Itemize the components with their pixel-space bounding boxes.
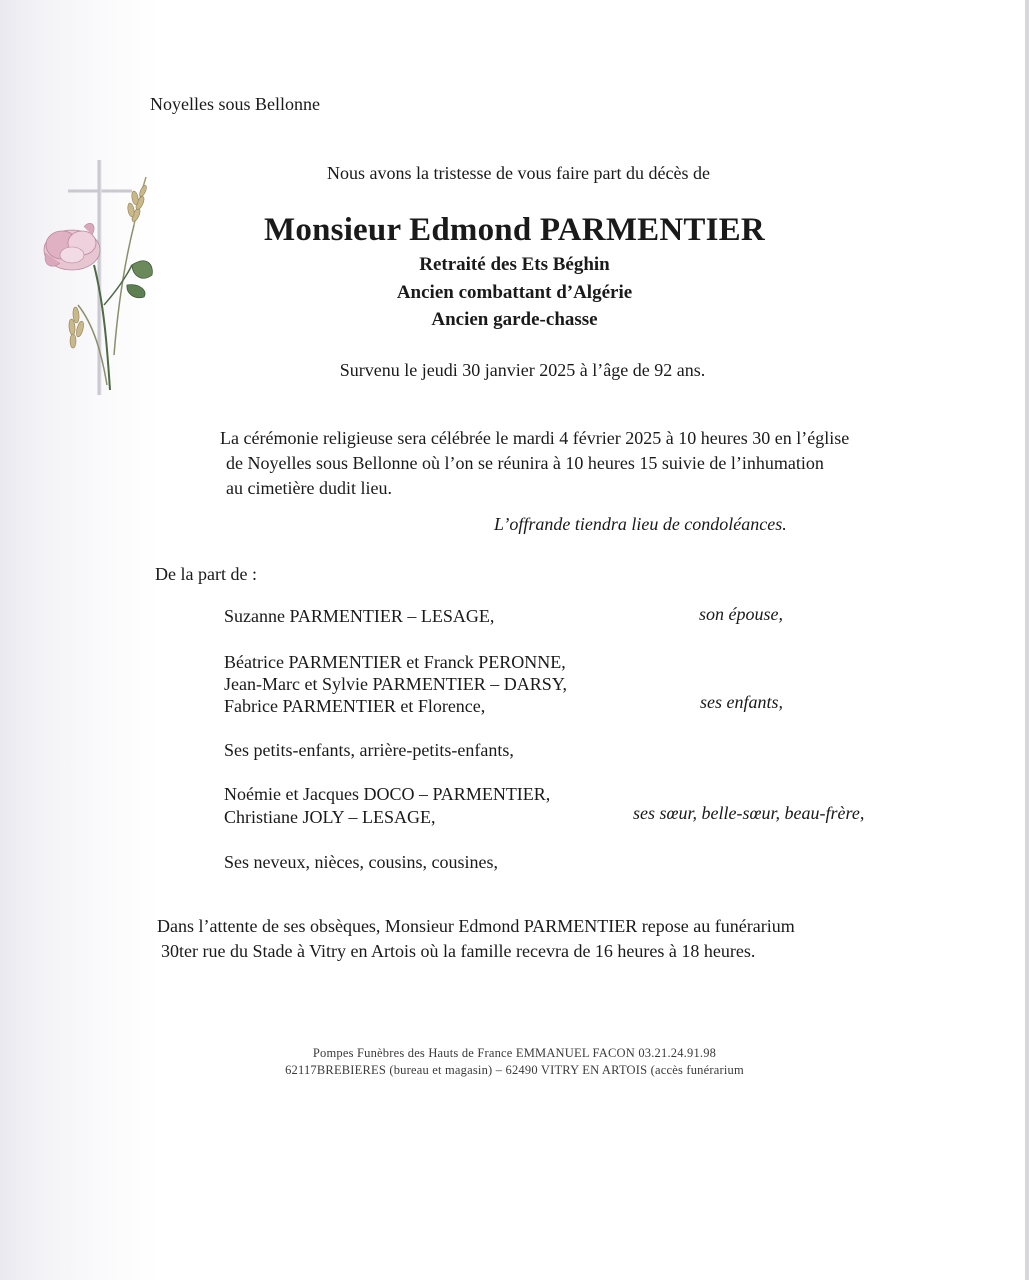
family-line: Béatrice PARMENTIER et Franck PERONNE,	[224, 652, 566, 672]
ceremony-paragraph	[220, 426, 920, 501]
family-relation: son épouse,	[699, 604, 783, 624]
family-line: Christiane JOLY – LESAGE,	[224, 807, 436, 827]
ceremony-line: La cérémonie religieuse sera célébrée le mardi 4 février 2025 à 10 heures 30 en l’église	[220, 428, 850, 448]
offrande-note: L’offrande tiendra lieu de condoléances.	[494, 514, 787, 534]
death-notice-text: Survenu le jeudi 30 janvier 2025 à l’âge de 92 ans.	[339, 360, 706, 380]
family-line: Fabrice PARMENTIER et Florence,	[224, 696, 486, 716]
family-relation: ses sœur, belle-sœur, beau-frère,	[633, 803, 865, 823]
deceased-title: Retraité des Ets Béghin	[419, 254, 610, 275]
town-name: Noyelles sous Bellonne	[150, 94, 320, 114]
ceremony-line: de Noyelles sous Bellonne où l’on se réunira à 10 heures 15 suivie de l’inhumation	[226, 453, 824, 473]
family-relation: ses enfants,	[700, 692, 783, 712]
deceased-title: Ancien garde-chasse	[431, 309, 598, 330]
announcement-intro-text: Nous avons la tristesse de vous faire part du décès de	[327, 163, 710, 183]
funeral-home-footer: Pompes Funèbres des Hauts de France EMMANUEL FACON 03.21.24.91.98	[312, 1046, 717, 1060]
family-line: Jean-Marc et Sylvie PARMENTIER – DARSY,	[224, 674, 567, 694]
wake-line: 30ter rue du Stade à Vitry en Artois où la famille recevra de 16 heures à 18 heures.	[161, 941, 756, 961]
family-line: Ses neveux, nièces, cousins, cousines,	[224, 852, 498, 872]
ceremony-line: au cimetière dudit lieu.	[226, 478, 392, 498]
family-line: Suzanne PARMENTIER – LESAGE,	[224, 606, 495, 626]
family-line: Noémie et Jacques DOCO – PARMENTIER,	[224, 784, 551, 804]
page-edge	[1025, 0, 1029, 1280]
funeral-home-footer: 62117BREBIERES (bureau et magasin) – 62490 VITRY EN ARTOIS (accès funérarium	[285, 1063, 744, 1077]
deceased-title: Ancien combattant d’Algérie	[396, 282, 633, 303]
family-line: Ses petits-enfants, arrière-petits-enfants,	[224, 740, 514, 760]
announcement-intro	[0, 163, 1029, 184]
wake-paragraph	[157, 914, 795, 964]
from-label: De la part de :	[155, 564, 257, 584]
wake-line: Dans l’attente de ses obsèques, Monsieur Edmond PARMENTIER repose au funérarium	[157, 916, 795, 936]
deceased-name: Monsieur Edmond PARMENTIER	[264, 212, 765, 248]
death-notice	[0, 360, 1029, 381]
